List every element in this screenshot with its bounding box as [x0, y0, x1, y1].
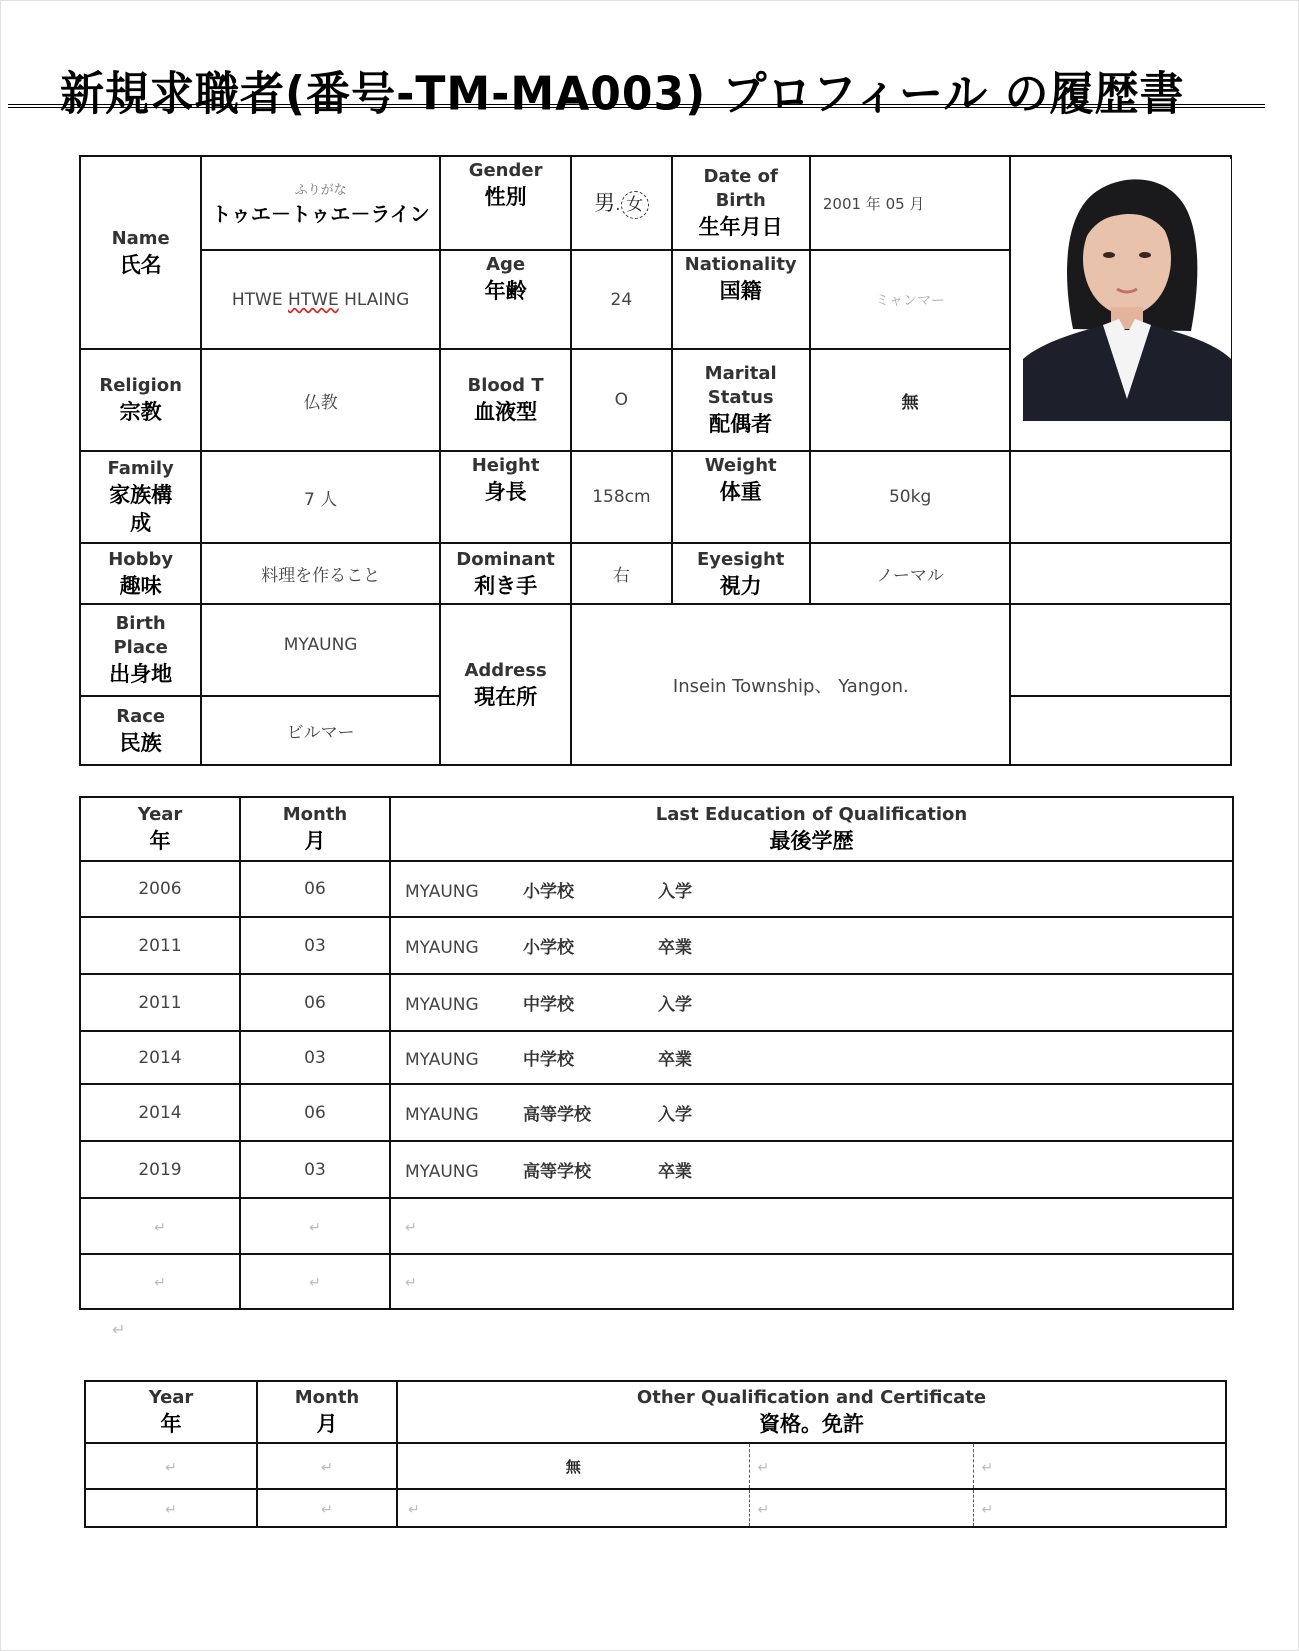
height-label-ja: 身長 [484, 480, 527, 504]
dob-value-cell [810, 156, 1011, 250]
name-kana-cell [201, 156, 440, 250]
edu-empty-year [80, 1198, 240, 1254]
edu-year: 2006 [138, 879, 182, 899]
dob-label-en-1: Date of [703, 166, 778, 187]
qual-year-header-ja: 年 [160, 1412, 182, 1436]
name-latin-last: HLAING [338, 289, 410, 310]
name-label-ja: 氏名 [119, 252, 162, 277]
education-empty-row [80, 1198, 1233, 1254]
dominant-value-cell [571, 543, 671, 604]
height-value-cell [571, 451, 671, 543]
edu-year: 2014 [138, 1102, 182, 1123]
edu-empty-detail [390, 1254, 1233, 1309]
blank-side-cell-3 [1010, 604, 1231, 696]
age-value: 24 [610, 289, 633, 310]
qual-value-cell [397, 1489, 749, 1527]
qualification-table [84, 1380, 1227, 1528]
return-mark: ↵ [165, 1501, 177, 1518]
return-mark: ↵ [405, 1219, 417, 1236]
height-label-cell [440, 451, 571, 543]
race-value: ビルマー [286, 723, 355, 743]
hobby-label-cell [80, 543, 201, 604]
edu-level: 高等学校 [523, 1105, 591, 1125]
edu-school: MYAUNG [405, 1105, 479, 1125]
edu-month-cell [240, 861, 390, 917]
paragraph-return-mark: ↵ [112, 1320, 126, 1339]
eyesight-label-ja: 視力 [719, 573, 762, 598]
family-value: 7 人 [304, 489, 338, 510]
qual-extra-cell [749, 1489, 973, 1527]
height-label-en: Height [471, 455, 540, 476]
marital-label-en-2: Status [707, 387, 774, 408]
name-latin-spellcheck: HTWE [288, 289, 339, 310]
dob-value: 2001 年 05 月 [822, 194, 925, 213]
profile-table [79, 155, 1232, 766]
edu-detail-cell [390, 1084, 1233, 1141]
education-empty-row [80, 1254, 1233, 1309]
qual-extra-cell [973, 1489, 1226, 1527]
return-mark: ↵ [309, 1275, 321, 1291]
edu-year-cell [80, 1084, 240, 1141]
birthplace-label-en-2: Place [113, 637, 168, 658]
marital-label-en-1: Marital [704, 363, 777, 384]
qual-year-header-en: Year [148, 1387, 194, 1408]
eyesight-value-cell [810, 543, 1011, 604]
photo-cell [1010, 156, 1231, 451]
birthplace-value-cell [201, 604, 440, 696]
qualification-row [85, 1443, 1226, 1489]
address-value-cell [571, 604, 1010, 765]
edu-school: MYAUNG [405, 881, 479, 902]
furigana-label: ふりがな [294, 183, 347, 198]
edu-month: 03 [304, 1159, 326, 1180]
edu-empty-month [240, 1198, 390, 1254]
edu-year-cell [80, 1141, 240, 1198]
qual-extra-cell [749, 1443, 973, 1489]
return-mark: ↵ [321, 1501, 333, 1518]
edu-month: 06 [304, 879, 326, 899]
title-underline-double [8, 107, 1265, 108]
edu-month: 06 [304, 1102, 326, 1123]
edu-school: MYAUNG [405, 1162, 479, 1182]
qual-value: 無 [565, 1457, 581, 1476]
blood-label-cell [440, 349, 571, 451]
dominant-label-cell [440, 543, 571, 604]
edu-detail-cell [390, 1031, 1233, 1084]
qual-month-header-en: Month [294, 1387, 360, 1408]
family-label-cell [80, 451, 201, 543]
age-label-ja: 年齢 [484, 279, 527, 303]
weight-label-cell [672, 451, 810, 543]
blood-label-en: Blood T [467, 375, 544, 396]
edu-status: 卒業 [658, 1050, 692, 1070]
blank-side-cell-4 [1010, 696, 1231, 765]
gender-label-cell [440, 156, 571, 250]
qual-month-header-ja: 月 [316, 1412, 338, 1436]
edu-level: 小学校 [523, 938, 574, 958]
edu-year: 2011 [138, 992, 182, 1013]
birthplace-value: MYAUNG [283, 635, 358, 655]
return-mark: ↵ [309, 1219, 321, 1236]
qual-extra-cell [973, 1443, 1226, 1489]
qual-year-cell [85, 1489, 257, 1527]
qual-title-header [397, 1381, 1226, 1443]
gender-value-cell [571, 156, 671, 250]
qual-title-header-ja: 資格。免許 [759, 1412, 865, 1436]
address-label-cell [440, 604, 571, 765]
edu-level: 中学校 [523, 995, 574, 1015]
qual-year-header [85, 1381, 257, 1443]
name-latin-first: HTWE [231, 289, 289, 310]
family-label-en: Family [107, 458, 174, 479]
edu-year-cell [80, 861, 240, 917]
qual-month-header [257, 1381, 397, 1443]
age-label-cell [440, 250, 571, 349]
edu-month: 06 [304, 992, 326, 1013]
dob-label-cell [672, 156, 810, 250]
edu-status: 入学 [658, 1105, 692, 1125]
qual-month-cell [257, 1489, 397, 1527]
qualification-header-row [85, 1381, 1226, 1443]
edu-year-header [80, 797, 240, 861]
edu-year: 2019 [138, 1159, 182, 1180]
name-label-cell [80, 156, 201, 349]
name-kana-value: トゥエ－トゥエ－ライン [211, 202, 430, 226]
gender-label-ja: 性別 [484, 185, 527, 209]
dob-label-ja: 生年月日 [698, 215, 783, 239]
religion-label-ja: 宗教 [119, 400, 162, 424]
weight-value: 50kg [888, 487, 932, 507]
dominant-value: 右 [612, 566, 630, 586]
family-label-ja-2: 成 [130, 511, 152, 535]
hobby-label-ja: 趣味 [119, 573, 162, 598]
edu-status: 入学 [658, 881, 692, 902]
blood-label-ja: 血液型 [474, 400, 538, 424]
blank-side-cell-2 [1010, 543, 1231, 604]
applicant-photo [1023, 159, 1231, 421]
edu-empty-detail [390, 1198, 1233, 1254]
nationality-label-ja: 国籍 [719, 279, 762, 303]
hobby-value-cell [201, 543, 440, 604]
title-underline [8, 104, 1265, 105]
education-row [80, 917, 1233, 974]
height-value: 158cm [592, 487, 651, 507]
qualification-row [85, 1489, 1226, 1527]
return-mark: ↵ [165, 1459, 177, 1476]
blood-value-cell [571, 349, 671, 451]
edu-status: 入学 [658, 995, 692, 1015]
edu-year-cell [80, 1031, 240, 1084]
edu-empty-month [240, 1254, 390, 1309]
return-mark: ↵ [321, 1459, 333, 1476]
weight-label-ja: 体重 [719, 480, 762, 504]
education-row [80, 1084, 1233, 1141]
address-label-en: Address [464, 659, 547, 681]
address-label-ja: 現在所 [474, 684, 538, 709]
religion-value: 仏教 [303, 392, 338, 413]
return-mark: ↵ [408, 1501, 420, 1518]
weight-label-en: Weight [704, 455, 777, 476]
eyesight-label-en: Eyesight [696, 548, 785, 570]
race-label-en: Race [116, 705, 166, 727]
education-row [80, 1031, 1233, 1084]
marital-value-cell [810, 349, 1011, 451]
dominant-label-en: Dominant [456, 548, 555, 570]
race-label-ja: 民族 [119, 730, 162, 755]
education-rows [80, 861, 1233, 1198]
edu-empty-year [80, 1254, 240, 1309]
hobby-label-en: Hobby [108, 548, 174, 570]
education-header-row [80, 797, 1233, 861]
marital-label-cell [672, 349, 810, 451]
marital-label-ja: 配偶者 [709, 412, 773, 436]
return-mark: ↵ [757, 1501, 770, 1518]
return-mark: ↵ [154, 1219, 166, 1236]
race-value-cell [201, 696, 440, 765]
edu-year-cell [80, 974, 240, 1031]
edu-month-header [240, 797, 390, 861]
qual-year-cell [85, 1443, 257, 1489]
address-value: Insein Township、 Yangon. [672, 675, 909, 697]
return-mark: ↵ [757, 1459, 770, 1476]
education-row [80, 974, 1233, 1031]
qual-month-cell [257, 1443, 397, 1489]
edu-month-header-en: Month [282, 804, 348, 825]
religion-value-cell [201, 349, 440, 451]
edu-year: 2014 [138, 1047, 182, 1068]
nationality-value-cell [810, 250, 1011, 349]
nationality-label-cell [672, 250, 810, 349]
age-value-cell [571, 250, 671, 349]
edu-month: 03 [304, 1047, 326, 1068]
edu-detail-cell [390, 861, 1233, 917]
return-mark: ↵ [981, 1501, 994, 1518]
edu-month-cell [240, 1031, 390, 1084]
dob-label-en-2: Birth [715, 190, 766, 211]
age-label-en: Age [486, 254, 526, 275]
gender-male-option: 男 [594, 191, 616, 215]
qual-value-cell [397, 1443, 749, 1489]
edu-month-cell [240, 974, 390, 1031]
edu-title-header-ja: 最後学歴 [769, 829, 854, 853]
birthplace-label-cell [80, 604, 201, 696]
birthplace-label-en-1: Birth [115, 613, 166, 634]
name-label-en: Name [111, 227, 170, 249]
edu-year: 2011 [138, 935, 182, 956]
edu-level: 小学校 [523, 881, 574, 902]
edu-month-cell [240, 917, 390, 974]
weight-value-cell [810, 451, 1011, 543]
edu-status: 卒業 [658, 1162, 692, 1182]
edu-level: 高等学校 [523, 1162, 591, 1182]
return-mark: ↵ [154, 1275, 166, 1291]
edu-month-header-ja: 月 [304, 829, 326, 853]
education-table [79, 796, 1234, 1310]
edu-year-header-en: Year [137, 804, 183, 825]
return-mark: ↵ [981, 1459, 994, 1476]
religion-label-cell [80, 349, 201, 451]
edu-detail-cell [390, 917, 1233, 974]
edu-month-cell [240, 1084, 390, 1141]
qual-title-header-en: Other Qualification and Certificate [636, 1387, 987, 1408]
edu-year-cell [80, 917, 240, 974]
gender-label-en: Gender [468, 160, 543, 181]
edu-month-cell [240, 1141, 390, 1198]
blank-side-cell-1 [1010, 451, 1231, 543]
race-label-cell [80, 696, 201, 765]
dominant-label-ja: 利き手 [474, 573, 538, 598]
gender-female-option-circled: 女 [621, 191, 649, 219]
edu-month: 03 [304, 935, 326, 956]
education-row [80, 1141, 1233, 1198]
blood-value: O [614, 390, 629, 410]
eyesight-value: ノーマル [876, 566, 944, 586]
nationality-label-en: Nationality [684, 254, 797, 275]
family-value-cell [201, 451, 440, 543]
edu-year-header-ja: 年 [149, 829, 171, 853]
religion-label-en: Religion [99, 375, 182, 396]
hobby-value: 料理を作ること [261, 566, 381, 586]
edu-school: MYAUNG [405, 995, 479, 1015]
edu-title-header [390, 797, 1233, 861]
eyesight-label-cell [672, 543, 810, 604]
family-label-ja-1: 家族構 [109, 483, 173, 507]
edu-title-header-en: Last Education of Qualification [655, 804, 968, 825]
edu-status: 卒業 [658, 938, 692, 958]
marital-value: 無 [901, 392, 919, 413]
page-title: 新規求職者(番号-TM-MA003) プロフィール の履歴書 [60, 67, 1185, 122]
gender-separator: . [615, 195, 621, 215]
nationality-value: ミャンマー [875, 292, 945, 309]
edu-level: 中学校 [523, 1050, 574, 1070]
name-latin-cell [201, 250, 440, 349]
edu-detail-cell [390, 1141, 1233, 1198]
return-mark: ↵ [405, 1275, 417, 1291]
edu-detail-cell [390, 974, 1233, 1031]
education-row [80, 861, 1233, 917]
birthplace-label-ja: 出身地 [109, 662, 173, 686]
edu-school: MYAUNG [405, 938, 479, 958]
edu-school: MYAUNG [405, 1050, 479, 1070]
